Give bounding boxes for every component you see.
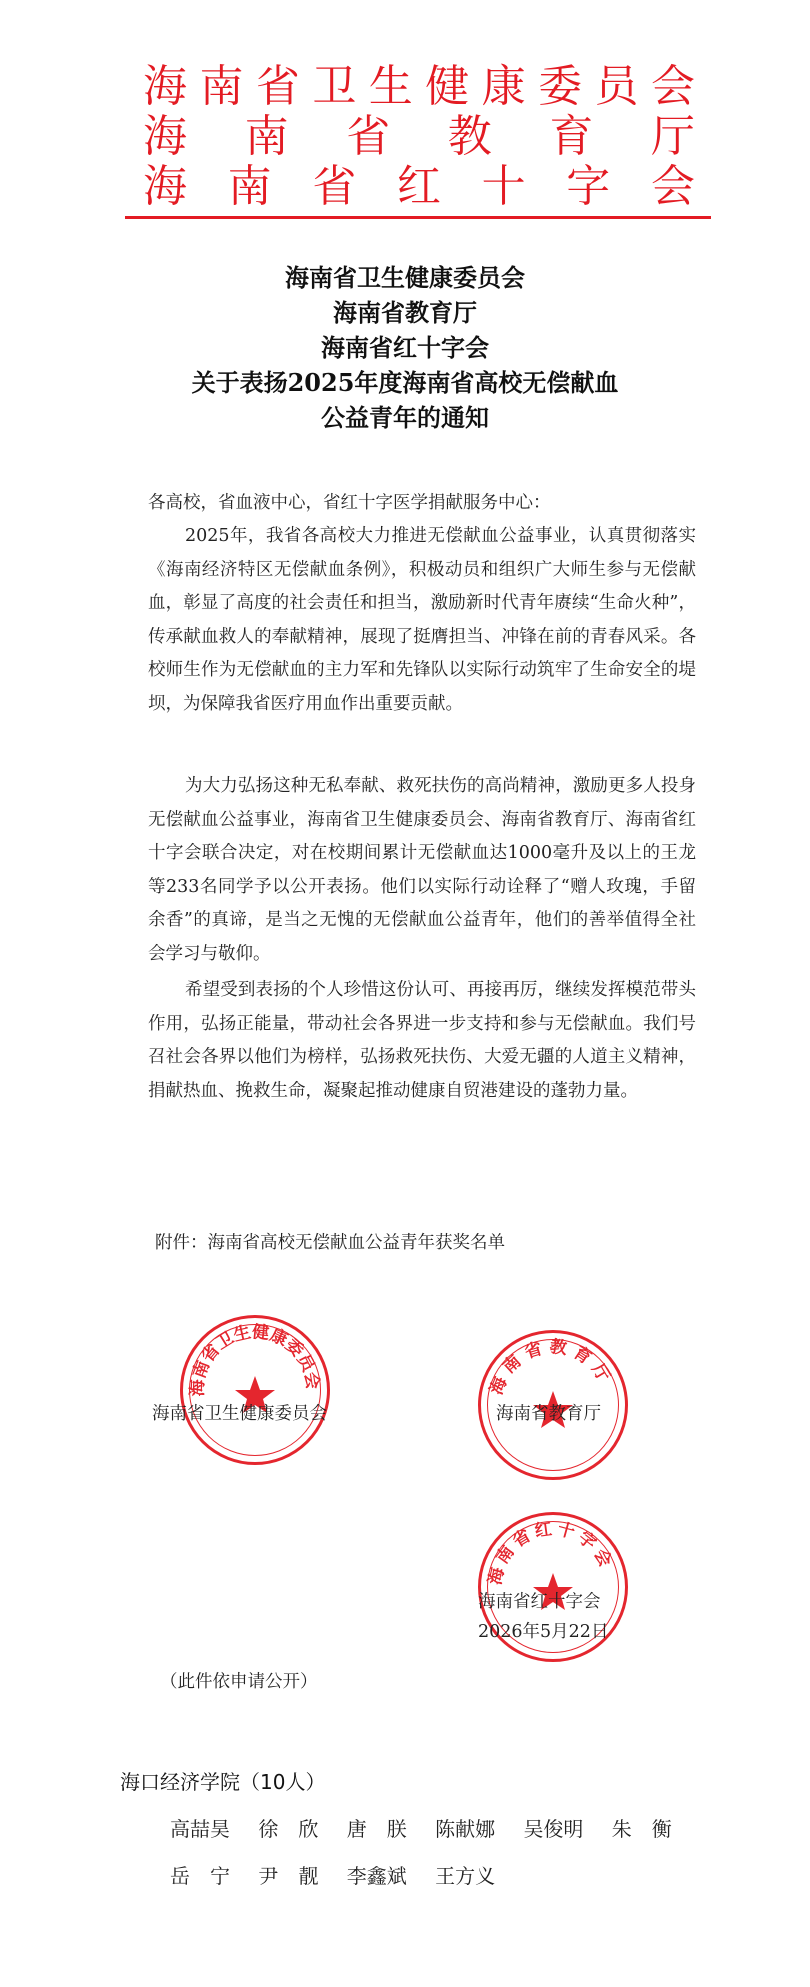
title-line-1: 海南省卫生健康委员会: [285, 263, 525, 292]
student-name: 朱 衡: [611, 1817, 672, 1841]
header-char: 委: [538, 61, 583, 112]
svg-text:海南省卫生健康委员会: 海南省卫生健康委员会: [187, 1322, 323, 1397]
signer-education-dept: 海南省教育厅: [496, 1404, 601, 1424]
title-line-3: 海南省红十字会: [321, 333, 489, 362]
header-char: 红: [396, 161, 441, 212]
svg-text:海南省红十字会: 海南省红十字会: [485, 1518, 618, 1587]
header-org-3: [143, 162, 695, 212]
header-char: 南: [244, 111, 289, 162]
header-char: 生: [368, 61, 413, 112]
header-char: 海: [143, 111, 187, 162]
document-title: [0, 260, 810, 435]
header-char: 育: [549, 111, 594, 162]
student-name: 尹 靓: [258, 1864, 319, 1888]
header-char: 南: [199, 61, 244, 112]
red-divider: [125, 216, 711, 219]
student-name: 岳 宁: [170, 1864, 230, 1888]
header-char: 健: [425, 61, 470, 112]
header-char: 字: [566, 161, 611, 212]
header-char: 卫: [312, 61, 357, 112]
header-char: 省: [346, 111, 391, 162]
paragraph-2: 为大力弘扬这种无私奉献、救死扶伤的高尚精神，激励更多人投身无偿献血公益事业，海南省卫生健康委员会、海南省教育厅、海南省红十字会联合决定，对在校期间累计无偿献血达1000毫升及以上的王龙等233名同学予以公开表扬。他们以实际行动诠释了“赠人玫瑰，手留余香”的真谛，是当之无愧的无偿献血公益青年，他们的善举值得全社会学习与敬仰。: [148, 776, 696, 964]
signer-red-cross: 海南省红十字会: [478, 1592, 601, 1612]
header-char: 省: [312, 161, 357, 212]
student-name: 陈献娜: [435, 1817, 496, 1841]
header-org-2: [143, 112, 695, 162]
title-line-5: 公益青年的通知: [321, 403, 489, 432]
student-name: 王方义: [435, 1864, 496, 1888]
header-org-1: [143, 62, 695, 112]
signer-health-commission: 海南省卫生健康委员会: [152, 1404, 327, 1424]
header-char: 海: [143, 61, 187, 112]
student-name: 徐 欣: [258, 1817, 319, 1841]
title-line-4: 关于表扬2025年度海南省高校无偿献血: [191, 368, 619, 397]
paragraph-3: 希望受到表扬的个人珍惜这份认可、再接再厉，继续发挥模范带头作用，弘扬正能量，带动社会各界进一步支持和参与无偿献血。我们号召社会各界以他们为榜样，弘扬救死扶伤、大爱无疆的人道主义精神，捐献热血、挽救生命，凝聚起推动健康自贸港建设的蓬勃力量。: [148, 980, 696, 1101]
red-header: [143, 62, 695, 212]
header-char: 康: [481, 61, 526, 112]
student-name: 李鑫斌: [346, 1864, 407, 1888]
student-name: 唐 朕: [346, 1817, 407, 1841]
header-char: 十: [481, 161, 526, 212]
svg-text:海南省教育厅: 海南省教育厅: [486, 1336, 617, 1398]
names-row-1: [170, 1813, 694, 1842]
public-note: （此件依申请公开）: [160, 1672, 318, 1692]
issue-date: 2026年5月22日: [478, 1622, 609, 1642]
paragraph-1: 2025年，我省各高校大力推进无偿献血公益事业，认真贯彻落实《海南经济特区无偿献血条例》，积极动员和组织广大师生参与无偿献血，彰显了高度的社会责任和担当，激励新时代青年赓续“生命火种”，传承献血救人的奉献精神，展现了挺膺担当、冲锋在前的青春风采。各校师生作为无偿献血的主力军和先锋队以实际行动筑牢了生命安全的堤坝，为保障我省医疗用血作出重要贡献。: [148, 526, 696, 714]
header-char: 海: [143, 161, 187, 212]
header-char: 厅: [650, 111, 695, 162]
seal-health-commission: [180, 1315, 330, 1465]
attachment-line: 附件：海南省高校无偿献血公益青年获奖名单: [155, 1233, 505, 1253]
student-name: 吴俊明: [523, 1817, 584, 1841]
header-char: 员: [594, 61, 639, 112]
header-char: 省: [255, 61, 300, 112]
title-line-2: 海南省教育厅: [333, 298, 477, 327]
header-char: 南: [227, 161, 272, 212]
header-char: 会: [650, 61, 695, 112]
seal-star-icon: [183, 1318, 327, 1462]
salutation: 各高校，省血液中心，省红十字医学捐献服务中心：: [148, 493, 551, 513]
student-name: 高喆昊: [170, 1817, 230, 1841]
header-char: 教: [447, 111, 492, 162]
school-heading: 海口经济学院（10人）: [120, 1770, 326, 1794]
names-row-2: [170, 1860, 517, 1889]
header-char: 会: [650, 161, 695, 212]
